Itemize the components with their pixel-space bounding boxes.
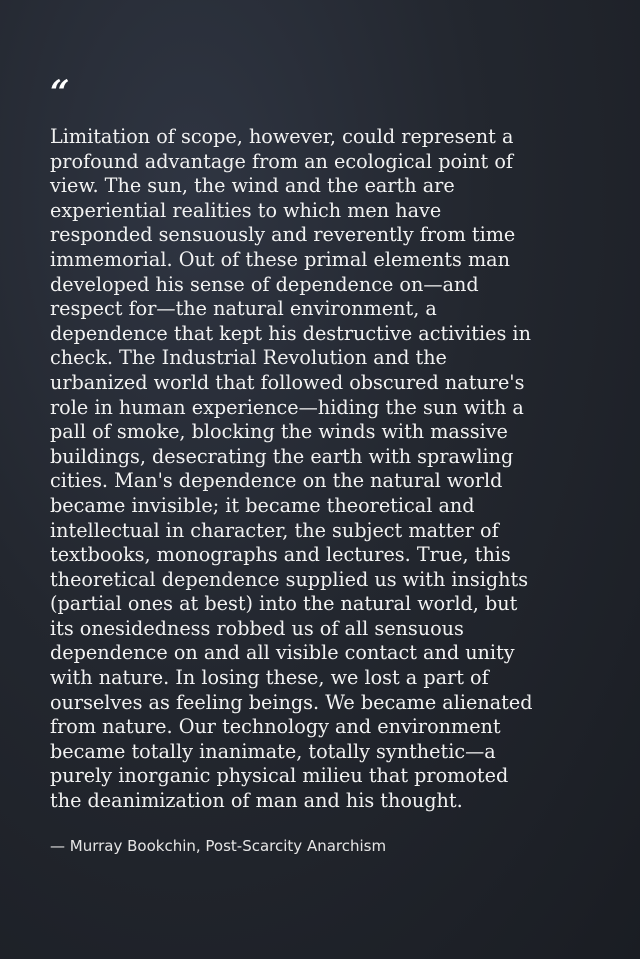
quote-line: cities. Man's dependence on the natural world — [50, 469, 503, 493]
quote-line: purely inorganic physical milieu that promoted — [50, 764, 509, 788]
quote-line: its onesidedness robbed us of all sensuous — [50, 616, 464, 640]
quote-line: buildings, desecrating the earth with sprawling — [50, 444, 514, 468]
quote-line: role in human experience—hiding the sun with a — [50, 395, 524, 419]
quote-line: (partial ones at best) into the natural world, but — [50, 592, 518, 616]
quote-line: dependence that kept his destructive activities in — [50, 321, 531, 345]
quote-line: urbanized world that followed obscured nature's — [50, 370, 525, 394]
quote-line: view. The sun, the wind and the earth are — [50, 174, 455, 198]
quote-line: developed his sense of dependence on—and — [50, 272, 479, 296]
quote-card — [50, 73, 595, 856]
quote-line: immemorial. Out of these primal elements man — [50, 247, 510, 271]
quote-line: pall of smoke, blocking the winds with massive — [50, 420, 508, 444]
quote-line: with nature. In losing these, we lost a part of — [50, 666, 489, 690]
quote-mark-icon: “ — [50, 73, 70, 113]
quote-line: check. The Industrial Revolution and the — [50, 346, 447, 370]
quote-line: became invisible; it became theoretical and — [50, 493, 475, 517]
quote-line: the deanimization of man and his thought. — [50, 789, 463, 813]
quote-line: theoretical dependence supplied us with insights — [50, 567, 529, 591]
quote-line: dependence on and all visible contact and unity — [50, 641, 515, 665]
quote-line: ourselves as feeling beings. We became alienated — [50, 690, 533, 714]
quote-line: from nature. Our technology and environment — [50, 715, 501, 739]
quote-line: experiential realities to which men have — [50, 198, 442, 222]
quote-attribution: — Murray Bookchin, Post-Scarcity Anarchism — [50, 836, 387, 855]
quote-line: textbooks, monographs and lectures. True, this — [50, 543, 511, 567]
quote-line: became totally inanimate, totally synthetic—a — [50, 739, 496, 763]
quote-line: intellectual in character, the subject matter of — [50, 518, 499, 542]
quote-line: responded sensuously and reverently from time — [50, 223, 516, 247]
quote-line: profound advantage from an ecological point of — [50, 149, 513, 173]
quote-line: respect for—the natural environment, a — [50, 297, 437, 321]
quote-line: Limitation of scope, however, could represent a — [50, 125, 514, 148]
quote-text — [50, 125, 595, 814]
